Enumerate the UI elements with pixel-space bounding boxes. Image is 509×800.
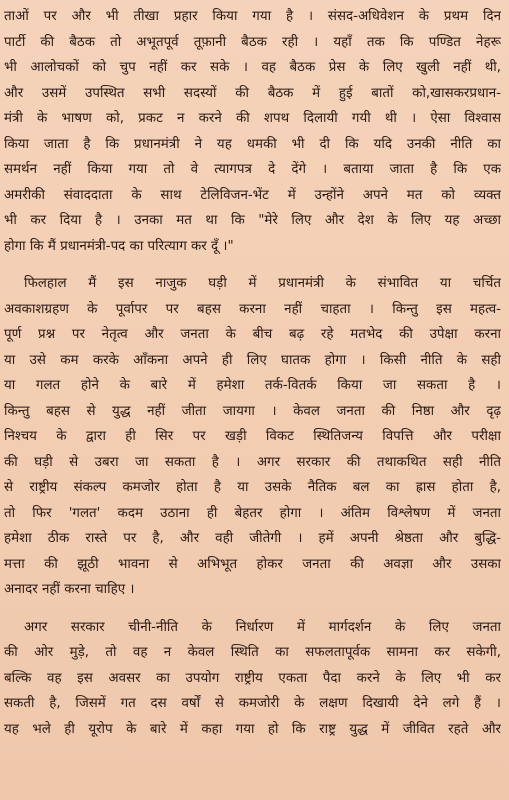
text-line: किन्तु बहस से युद्ध नहीं जीता जायगा । केवल जनता की निष्ठा और दृढ़ xyxy=(4,403,501,419)
text-line: अगर सरकार चीनी-नीति के निर्धारण में मार्गदर्शन के लिए जनता xyxy=(24,619,501,635)
text-line: मंत्री के भाषण को, प्रकट न करने की शपथ दिलायी गयी थी । ऐसा विश्वास xyxy=(4,111,501,126)
text-line: या उसे कम करके आँकना अपने ही लिए घातक होगा । किसी नीति के सही xyxy=(4,352,501,368)
paragraph-gap xyxy=(4,603,501,615)
text-line: होगा कि मैं प्रधानमंत्री-पद का परित्याग कर दूँ ।" xyxy=(4,238,234,254)
text-line: ताओं पर और भी तीखा प्रहार किया गया है । संसद-अधिवेशन के प्रथम दिन xyxy=(4,9,501,24)
text-line: या गलत होने के बारे में हमेशा तर्क-वितर्क किया जा सकता है । xyxy=(4,378,501,393)
text-line: भी कर दिया है । उनका मत था कि "मेरे लिए और देश के लिए यह अच्छा xyxy=(4,213,501,228)
text-line: की घड़ी से उबरा जा सकता है । अगर सरकार की तथाकथित सही नीति xyxy=(4,454,501,470)
text-line: अमरीकी संवाददाता के साथ टेलिविजन-भेंट में उन्होंने अपने मत को व्यक्त xyxy=(4,187,501,203)
text-line: बल्कि वह इस अवसर का उपयोग राष्ट्रीय एकता पैदा करने के लिए भी कर xyxy=(4,670,501,686)
text-line: और उसमें उपस्थित सभी सदस्यों की बैठक में हुई बातों को,खासकरप्रधान- xyxy=(4,85,501,101)
text-line: तो फिर 'गलत' कदम उठाना ही बेहतर होगा । अंतिम विश्लेषण में जनता xyxy=(4,505,501,521)
text-line: अनादर नहीं करना चाहिए । xyxy=(4,582,135,597)
text-line: अवकाशग्रहण के पूर्वापर पर बहस करना नहीं चाहता । किन्तु इस महत्व- xyxy=(4,301,501,317)
text-line: भी आलोचकों को चुप नहीं कर सके । वह बैठक प्रेस के लिए खुली नहीं थी, xyxy=(4,60,501,75)
text-line: फिलहाल मैं इस नाजुक घड़ी में प्रधानमंत्री के संभावित या चर्चित xyxy=(24,276,501,291)
text-line: से राष्ट्रीय संकल्प कमजोर होता है या उसके नैतिक बल का ह्रास होता है, xyxy=(4,480,501,495)
text-line: हमेशा ठीक रास्ते पर है, और वही जीतेगी । हमें अपनी श्रेष्ठता और बुद्धि- xyxy=(4,531,501,546)
text-line: सकती है, जिसमें गत दस वर्षों से कमजोरी के लक्षण दिखायी देने लगे हैं । xyxy=(4,696,501,711)
paragraph-1 xyxy=(4,4,501,259)
paragraph-2 xyxy=(4,271,501,603)
paragraph-gap xyxy=(4,259,501,271)
text-line: पार्टी की बैठक तो अभूतपूर्व तूफ़ानी बैठक रही । यहाँ तक कि पण्डित नेहरू xyxy=(4,34,501,50)
text-line: मत्ता की झूठी भावना से अभिभूत होकर जनता की अवज्ञा और उसका xyxy=(4,556,501,572)
text-line: की ओर मुड़े, तो वह न केवल स्थिति का सफलतापूर्वक सामना कर सकेगी, xyxy=(4,645,501,660)
text-line: यह भले ही यूरोप के बारे में कहा गया हो कि राष्ट्र युद्ध में जीवित रहते और xyxy=(4,721,501,737)
text-line: पूर्ण प्रश्न पर नेतृत्व और जनता के बीच बढ़ रहे मतभेद की उपेक्षा करना xyxy=(4,327,501,342)
text-line: निश्चय के द्वारा ही सिर पर खड़ी विकट स्थितिजन्य विपत्ति और परीक्षा xyxy=(4,429,501,444)
text-line: किया जाता है कि प्रधानमंत्री ने यह धमकी भी दी कि यदि उनकी नीति का xyxy=(4,136,501,152)
text-line: समर्थन नहीं किया गया तो वे त्यागपत्र दे देंगे । बताया जाता है कि एक xyxy=(4,162,501,177)
paragraph-3 xyxy=(4,615,501,743)
